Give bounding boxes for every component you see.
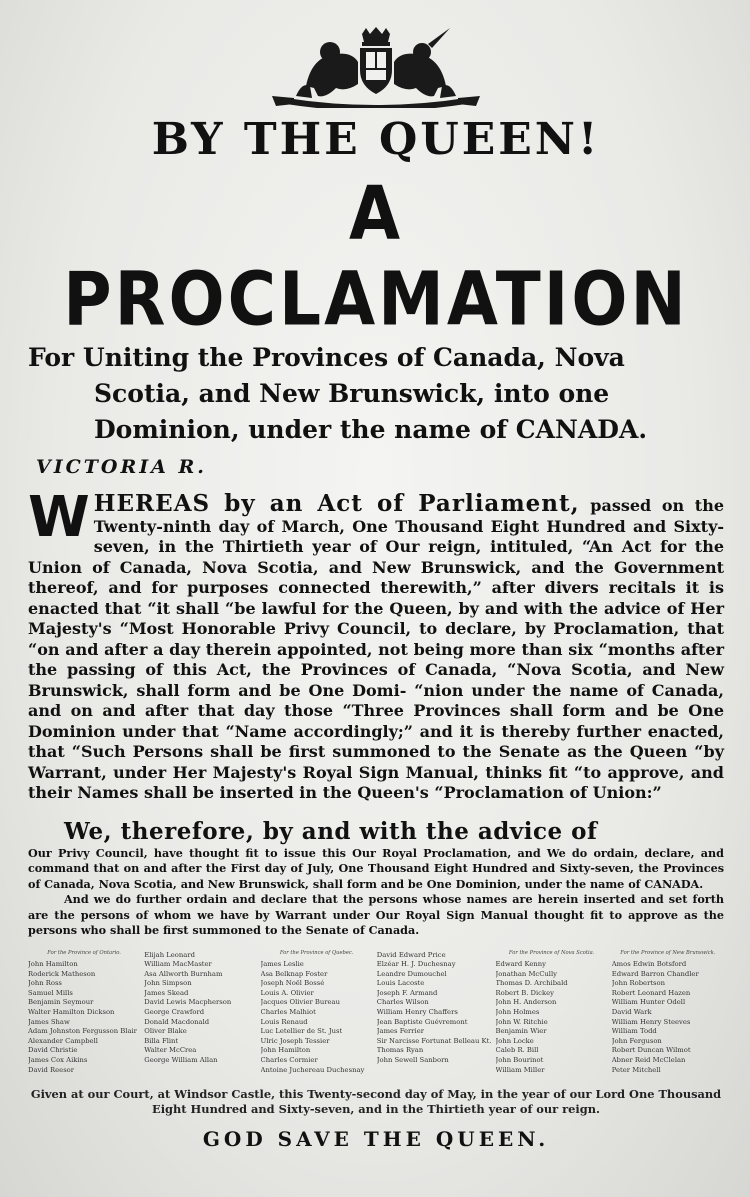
senator-name: Caleb R. Bill bbox=[495, 1046, 539, 1055]
senator-name: John Hamilton bbox=[28, 960, 78, 969]
senator-name: Jonathan McCully bbox=[495, 969, 557, 978]
senator-name: Billa Flint bbox=[144, 1036, 179, 1045]
senator-name: Samuel Mills bbox=[28, 988, 73, 997]
senator-name: George William Allan bbox=[144, 1056, 218, 1065]
senator-name: Benjamin Seymour bbox=[28, 998, 94, 1007]
column-heading: For the Province of Quebec. bbox=[279, 949, 354, 956]
senator-column bbox=[28, 949, 140, 1076]
senator-name: Elijah Leonard bbox=[144, 950, 195, 959]
senator-name: Adam Johnston Fergusson Blair bbox=[28, 1027, 137, 1036]
senator-name: Elzéar H. J. Duchesnay bbox=[376, 960, 456, 969]
senator-name: Joseph F. Armand bbox=[376, 988, 438, 997]
senator-name: James Ferrier bbox=[376, 1027, 424, 1036]
senator-name: David Lewis Macpherson bbox=[144, 998, 232, 1007]
senator-name: William Henry Steeves bbox=[611, 1017, 691, 1026]
senator-column bbox=[496, 949, 608, 1076]
senator-name: John Sewell Sanborn bbox=[376, 1056, 449, 1065]
name-list bbox=[612, 960, 724, 1075]
senator-name: John W. Ritchie bbox=[495, 1017, 548, 1026]
senator-name: James Shaw bbox=[28, 1017, 70, 1026]
column-heading: For the Province of Nova Scotia. bbox=[508, 949, 595, 956]
further-paragraph: And we do further ordain and declare that the persons whose names are herein inserted and set forth are the persons of whom we have by Warrant under Our Royal Sign Manual thought fit to approve as the persons who shall be first summoned to the Senate of Canada. bbox=[28, 892, 724, 937]
name-list bbox=[496, 960, 608, 1075]
given-at-court: Given at our Court, at Windsor Castle, this Twenty-second day of May, in the year of our Lord One Thousand Eight Hundred and Sixty-seven, and in the Thirtieth year of our reign. bbox=[30, 1087, 722, 1117]
senator-name: Asa Allworth Burnham bbox=[144, 969, 223, 978]
senator-name: Amos Edwin Botsford bbox=[611, 960, 687, 969]
senator-name: Antoine Juchereau Duchesnay bbox=[260, 1065, 365, 1074]
senator-name: Benjamin Wier bbox=[495, 1027, 547, 1036]
senator-name: John H. Anderson bbox=[495, 998, 557, 1007]
senator-column bbox=[144, 949, 256, 1076]
name-list bbox=[144, 951, 256, 1066]
subtitle: For Uniting the Provinces of Canada, Nova Scotia, and New Brunswick, into one Dominion, under the name of CANADA. bbox=[28, 343, 648, 444]
senator-name: Charles Cormier bbox=[260, 1056, 318, 1065]
senator-name: John Robertson bbox=[611, 979, 666, 988]
senator-name: Robert Duncan Wilmot bbox=[611, 1046, 691, 1055]
senator-name: George Crawford bbox=[144, 1008, 205, 1017]
senator-name: John Hamilton bbox=[260, 1046, 311, 1055]
senator-name: Walter Hamilton Dickson bbox=[28, 1008, 115, 1017]
senator-name: James Cox Aikins bbox=[28, 1056, 88, 1065]
senator-name: Donald Macdonald bbox=[144, 1017, 210, 1026]
senator-name: David Wark bbox=[611, 1008, 652, 1017]
heading: BY THE QUEEN! bbox=[151, 114, 601, 165]
therefore-body: Our Privy Council, have thought fit to issue this Our Royal Proclamation, and We do ordain, declare, and command that on and after the First day of July, One Thousand Eight Hundred and Sixty-seven, the Provinces of Canada, Nova Scotia, and New Brunswick, shall form and be One Dominion, under the name of CANADA. bbox=[28, 845, 724, 891]
senator-column bbox=[261, 949, 373, 1076]
royal-signature: VICTORIA R. bbox=[36, 456, 207, 478]
senator-name: Charles Wilson bbox=[376, 998, 429, 1007]
senator-name: Edward Kenny bbox=[495, 960, 546, 969]
senator-name: Roderick Matheson bbox=[28, 969, 96, 978]
senator-name: William Miller bbox=[495, 1065, 545, 1074]
senator-name: Peter Mitchell bbox=[611, 1065, 661, 1074]
name-list bbox=[28, 960, 140, 1075]
senator-list bbox=[28, 949, 724, 1076]
senator-name: John Ross bbox=[28, 979, 62, 988]
column-heading: For the Province of New Brunswick. bbox=[620, 949, 716, 956]
senator-name: David Reesor bbox=[28, 1065, 75, 1074]
whereas-lead: HEREAS by an Act of Parliament, bbox=[93, 490, 580, 517]
senator-name: Thomas D. Archibald bbox=[495, 979, 568, 988]
senator-name: William Todd bbox=[611, 1027, 657, 1036]
senator-name: John Holmes bbox=[495, 1008, 540, 1017]
senator-name: Jean Baptiste Guévremont bbox=[376, 1017, 468, 1026]
name-list bbox=[261, 960, 373, 1075]
senator-name: Ulric Joseph Tessier bbox=[260, 1036, 330, 1045]
therefore-lead: We, therefore, by and with the advice of bbox=[64, 817, 598, 845]
senator-name: John Simpson bbox=[144, 979, 192, 988]
senator-name: Alexander Campbell bbox=[28, 1036, 98, 1045]
whereas-paragraph bbox=[28, 485, 724, 804]
senator-name: David Edward Price bbox=[376, 950, 446, 959]
senator-name: William Hunter Odell bbox=[611, 998, 686, 1007]
senator-name: Louis Lacoste bbox=[376, 979, 425, 988]
senator-name: Charles Malhiot bbox=[260, 1008, 316, 1017]
senator-name: William MacMaster bbox=[144, 960, 212, 969]
drop-cap: W bbox=[28, 485, 90, 550]
senator-name: James Leslie bbox=[260, 960, 304, 969]
senator-name: James Skead bbox=[144, 988, 189, 997]
senator-column bbox=[612, 949, 724, 1076]
column-heading: For the Province of Ontario. bbox=[47, 949, 121, 956]
senator-name: Abner Reid McClelan bbox=[611, 1056, 686, 1065]
senator-name: Thomas Ryan bbox=[376, 1046, 424, 1055]
therefore-paragraph bbox=[28, 818, 724, 939]
senator-name: John Bourinot bbox=[495, 1056, 544, 1065]
senator-name: Joseph Noël Bossé bbox=[260, 979, 325, 988]
senator-name: Asa Belknap Foster bbox=[260, 969, 328, 978]
senator-name: Edward Barron Chandler bbox=[611, 969, 699, 978]
name-list bbox=[377, 951, 492, 1066]
senator-name: Jacques Olivier Bureau bbox=[260, 998, 340, 1007]
senator-name: Robert B. Dickey bbox=[495, 988, 554, 997]
senator-column bbox=[377, 949, 492, 1076]
senator-name: Oliver Blake bbox=[144, 1027, 187, 1036]
senator-name: Walter McCrea bbox=[144, 1046, 197, 1055]
senator-name: Sir Narcisse Fortunat Belleau Kt. bbox=[376, 1036, 492, 1045]
senator-name: Leandre Dumouchel bbox=[376, 969, 447, 978]
whereas-body: passed on the Twenty-ninth day of March, One Thousand Eight Hundred and Sixty-seven, in the Thirtieth year of Our reign, intituled, “An Act for the Union of Canada, Nova Scotia, and New Brunswick, and the Government thereof, and for purposes connected therewith,” after divers recitals it is enacted that “it shall “be lawful for the Queen, by and with the advice of Her Majesty's “Most Honorable Privy Council, to declare, by Proclamation, that “on and after a day therein appointed, not being more than six “months after the passing of this Act, the Provinces of Canada, “Nova Scotia, and New Brunswick, shall form and be One Domi- “nion under the name of Canada, and on and after that day those “Three Provinces shall form and be One Dominion under that “Name accordingly;” and it is thereby further enacted, that “Such Persons shall be first summoned to the Senate as the Queen “by Warrant, under Her Majesty's Royal Sign Manual, thinks fit “to approve, and their Names shall be inserted in the Queen's “Proclamation of Union:” bbox=[28, 496, 724, 802]
page-title: A PROCLAMATION bbox=[63, 170, 689, 343]
royal-crest-icon bbox=[266, 26, 486, 108]
senator-name: Robert Leonard Hazen bbox=[611, 988, 691, 997]
closing-line: GOD SAVE THE QUEEN. bbox=[202, 1127, 550, 1152]
senator-name: John Ferguson bbox=[611, 1036, 662, 1045]
senator-name: Louis Renaud bbox=[260, 1017, 308, 1026]
senator-name: Louis A. Olivier bbox=[260, 988, 314, 997]
senator-name: John Locke bbox=[495, 1036, 534, 1045]
senator-name: David Christie bbox=[28, 1046, 78, 1055]
senator-name: Luc Letellier de St. Just bbox=[260, 1027, 343, 1036]
senator-name: William Henry Chaffers bbox=[376, 1008, 458, 1017]
